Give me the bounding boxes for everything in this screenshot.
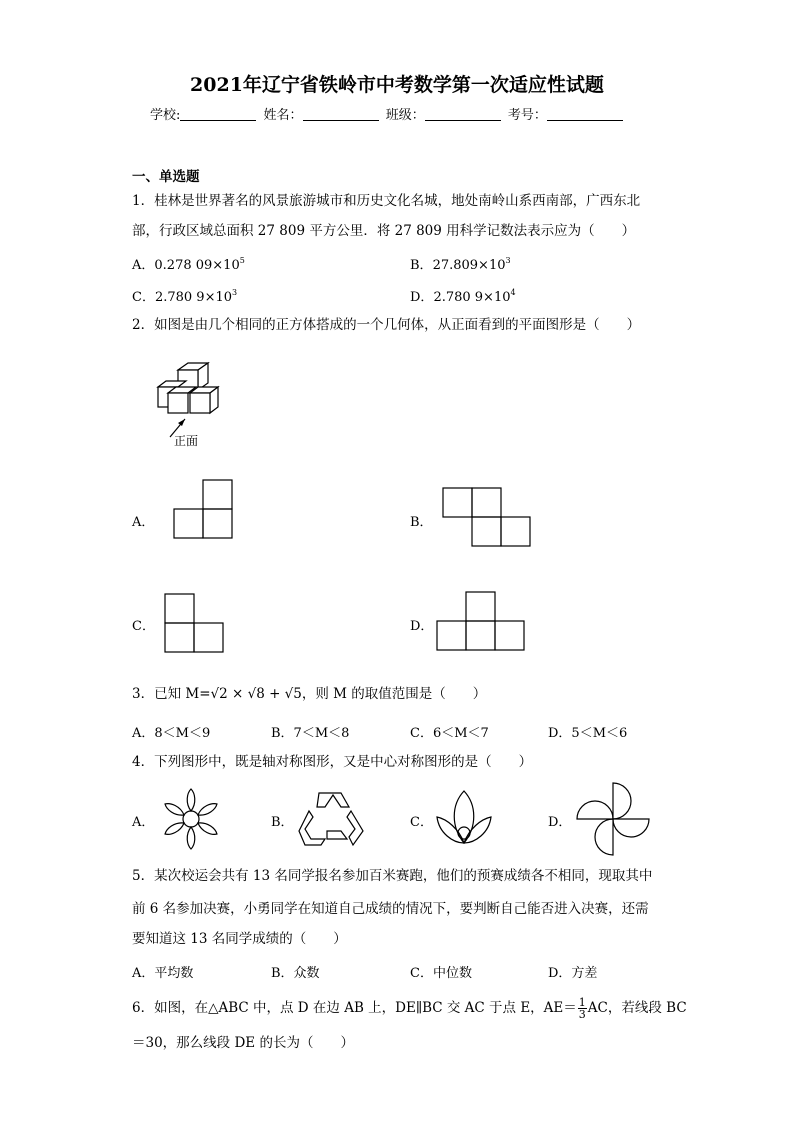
q4-option-d-label: D． bbox=[548, 815, 572, 830]
front-view-label: 正面 bbox=[174, 434, 199, 448]
fraction-denominator: 3 bbox=[578, 1008, 586, 1021]
cube-front-face bbox=[190, 393, 210, 413]
q3-prefix: 3．已知 M= bbox=[132, 686, 211, 702]
exam-number-label: 考号： bbox=[507, 108, 547, 123]
option-value: 2.780 9×10 bbox=[154, 290, 233, 305]
q5-option-b: B．众数 bbox=[271, 966, 320, 981]
q5-option-c: C．中位数 bbox=[410, 966, 472, 981]
q3-option-d: D．5＜M＜6 bbox=[548, 726, 628, 741]
option-letter: B． bbox=[410, 258, 433, 273]
name-label: 姓名： bbox=[263, 108, 303, 123]
q4-option-d-pinwheel-icon bbox=[575, 781, 653, 859]
q5-option-d: D．方差 bbox=[548, 966, 598, 981]
q6-text-part2: AC，若线段 BC bbox=[587, 1000, 687, 1016]
q1-option-c bbox=[132, 286, 237, 305]
page-title: 2021年辽宁省铁岭市中考数学第一次适应性试题 bbox=[190, 74, 604, 96]
q4-option-c-lotus-icon bbox=[433, 787, 495, 851]
q1-text-line2: 部，行政区域总面积 27 809 平方公里．将 27 809 用科学记数法表示应为（ ） bbox=[132, 223, 636, 239]
q3-option-c: C．6＜M＜7 bbox=[410, 726, 489, 741]
q1-option-b bbox=[410, 254, 511, 273]
q4-option-b-recycle-icon bbox=[297, 789, 365, 849]
q4-text: 4．下列图形中，既是轴对称图形，又是中心对称图形的是（ ） bbox=[132, 754, 533, 770]
q3-option-a: A．8＜M＜9 bbox=[132, 726, 211, 741]
option-letter: C． bbox=[132, 290, 155, 305]
option-exponent: 3 bbox=[232, 288, 238, 297]
q1-text-line1: 1．桂林是世界著名的风景旅游城市和历史文化名城，地处南岭山系西南部，广西东北 bbox=[132, 193, 641, 209]
option-value: 27.809×10 bbox=[432, 258, 506, 273]
name-blank bbox=[303, 108, 379, 121]
option-exponent: 4 bbox=[510, 288, 516, 297]
fraction-numerator: 1 bbox=[578, 996, 586, 1009]
school-blank bbox=[180, 108, 256, 121]
q3-expression: √2 × √8 + √5 bbox=[210, 686, 302, 702]
q2-text: 2．如图是由几个相同的正方体搭成的一个几何体，从正面看到的平面图形是（ ） bbox=[132, 317, 641, 333]
q2-option-c-shape bbox=[163, 592, 227, 656]
q6-text-part1: 6．如图，在△ABC 中，点 D 在边 AB 上，DE∥BC 交 AC 于点 E，AE＝ bbox=[132, 1000, 577, 1016]
q3-text bbox=[132, 684, 486, 704]
q2-option-d-shape bbox=[435, 590, 527, 654]
q4-option-a-flower-icon bbox=[159, 787, 223, 851]
section-heading: 一、单选题 bbox=[132, 169, 200, 185]
option-exponent: 5 bbox=[239, 256, 245, 265]
cube-front-face bbox=[168, 393, 188, 413]
q2-option-a-shape bbox=[172, 478, 236, 542]
q1-option-a bbox=[132, 254, 245, 273]
option-value: 0.278 09×10 bbox=[154, 258, 240, 273]
q3-suffix: ，则 M 的取值范围是（ ） bbox=[301, 686, 487, 702]
q2-option-b-shape bbox=[441, 486, 533, 548]
q3-option-b: B．7＜M＜8 bbox=[271, 726, 350, 741]
exam-number-blank bbox=[547, 108, 623, 121]
student-info-fields bbox=[150, 104, 626, 123]
q4-option-b-label: B． bbox=[271, 815, 294, 830]
q6-text-line2: ＝30，那么线段 DE 的长为（ ） bbox=[132, 1035, 354, 1051]
q2-option-d-label: D． bbox=[410, 619, 434, 634]
q5-text-line3: 要知道这 13 名同学成绩的（ ） bbox=[132, 931, 347, 947]
class-label: 班级： bbox=[385, 108, 425, 123]
q5-option-a: A．平均数 bbox=[132, 966, 194, 981]
class-blank bbox=[425, 108, 501, 121]
option-letter: A． bbox=[132, 258, 155, 273]
q2-cube-figure bbox=[150, 355, 260, 455]
q5-text-line1: 5．某次校运会共有 13 名同学报名参加百米赛跑，他们的预赛成绩各不相同，现取其中 bbox=[132, 868, 653, 884]
option-exponent: 3 bbox=[505, 256, 511, 265]
option-letter: D． bbox=[410, 290, 434, 305]
option-value: 2.780 9×10 bbox=[433, 290, 511, 305]
q2-option-a-label: A． bbox=[132, 515, 155, 530]
q1-option-d bbox=[410, 286, 516, 305]
q6-text-line1 bbox=[132, 997, 687, 1020]
school-label: 学校: bbox=[150, 108, 181, 123]
one-third-fraction bbox=[578, 997, 587, 1020]
q2-option-b-label: B． bbox=[410, 515, 433, 530]
q4-option-a-label: A． bbox=[132, 815, 155, 830]
q5-text-line2: 前 6 名参加决赛，小勇同学在知道自己成绩的情况下，要判断自己能否进入决赛，还需 bbox=[132, 901, 649, 917]
q4-option-c-label: C． bbox=[410, 815, 433, 830]
q2-option-c-label: C． bbox=[132, 619, 155, 634]
view-arrow-head bbox=[178, 419, 185, 426]
